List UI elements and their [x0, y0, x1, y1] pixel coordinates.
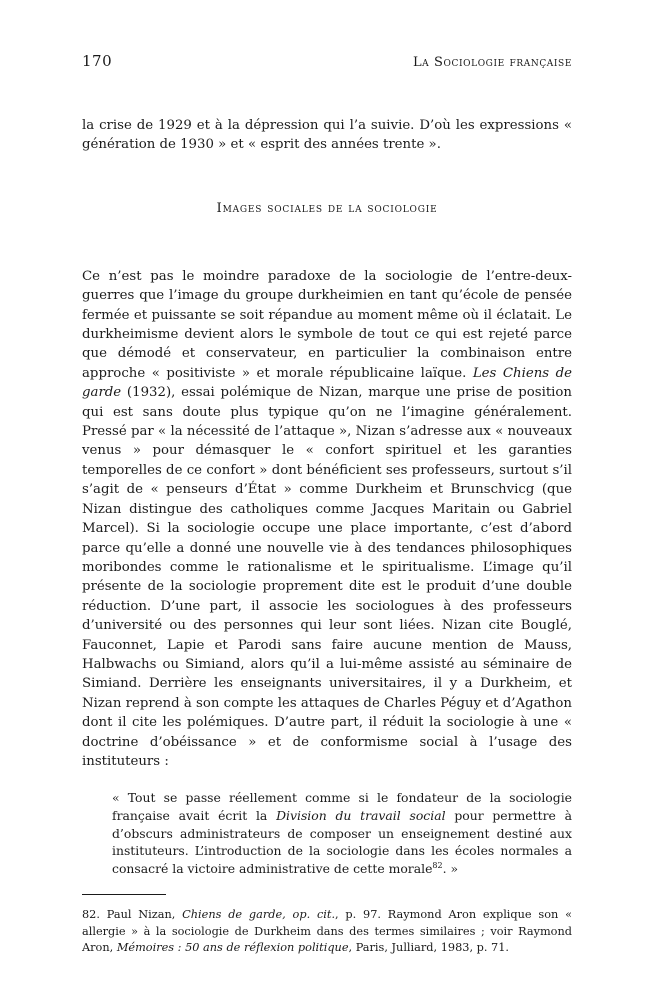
page-number: 170	[82, 52, 113, 70]
footnote-number: 82.	[82, 908, 100, 922]
body-text-2: (1932), essai polémique de Nizan, marque une prise de position qui est sans doute plus typique qu’on ne l’imagine généralement. Pressé par « la nécessité de l’attaque », Nizan s’adresse aux « nouveaux venus » pour démasquer le « confort spirituel et les garanties temporelles de ce confort » dont bénéficient ses professeurs, surtout s’il s’agit de « penseurs d’État » comme Durkheim et Brunschvicg (que Nizan distingue des catholiques comme Jacques Maritain ou Gabriel Marcel). Si la sociologie occupe une place importante, c’est d’abord parce qu’elle a donné une nouvelle vie à des tendances philosophiques moribondes comme le rationalisme et le spiritualisme. L’image qu’il présente de la sociologie proprement dite est le produit d’une double réduction. D’une part, il associe les sociologues à des professeurs d’université ou des personnes qui leur sont liées. Nizan cite Bouglé, Fauconnet, Lapie et Parodi sans faire aucune mention de Mauss, Halbwachs ou Simiand, alors qu’il a lui-même assisté au séminaire de Simiand. Derrière les enseignants universitaires, il y a Durkheim, et Nizan reprend à son compte les attaques de Charles Péguy et d’Agathon dont il cite les polémiques. D’autre part, il réduit la sociologie à une « doctrine d’obéissance » et de conformisme social à l’usage des instituteurs :	[82, 385, 572, 769]
quote-close: . »	[442, 860, 459, 876]
footnote-82	[82, 907, 572, 956]
intro-paragraph: la crise de 1929 et à la dépression qui l’a suivie. D’où les expressions « génération de 1930 » et « esprit des années trente ».	[82, 118, 572, 153]
section-title: Images sociales de la sociologie	[216, 200, 438, 216]
footnote-divider	[82, 894, 166, 895]
footnote-reference: 82	[432, 860, 443, 870]
body-paragraph	[82, 267, 572, 772]
footnote-text-3: , Paris, Julliard, 1983, p. 71.	[348, 940, 510, 954]
running-header	[82, 52, 572, 70]
footnote-text-1: Paul Nizan,	[99, 908, 183, 922]
book-title-division-du-travail: Division du travail social	[276, 807, 446, 823]
footnote-text-2: , p. 97. Raymond Aron explique son « allergie » à la sociologie de Durkheim dans des termes similaires ; voir Raymond Aron,	[82, 908, 572, 954]
footnote-book-1: Chiens de garde, op. cit.	[182, 908, 336, 922]
body-text-1: Ce n’est pas le moindre paradoxe de la sociologie de l’entre-deux-guerres que l’image du groupe durkheimien en tant qu’école de pensée fermée et puissante se soit répandue au moment même où il éclatait. Le durkheimisme devient alors le symbole de tout ce qui est rejeté parce que démodé et conservateur, en particulier la combinaison entre approche « positiviste » et morale républicaine laïque.	[82, 268, 572, 381]
book-title-chiens-de-garde: Les Chiens de garde	[82, 365, 572, 401]
quote-text-2: pour permettre à d’obscurs administrateurs de composer un enseignement destiné aux instituteurs. L’introduction de la sociologie dans les écoles normales a consacré la victoire administrative de cette morale	[112, 807, 572, 876]
block-quote	[112, 789, 572, 877]
footnote-book-2: Mémoires : 50 ans de réflexion politique	[116, 940, 349, 954]
running-title: La Sociologie française	[412, 55, 572, 70]
book-page	[82, 52, 572, 956]
quote-text-1: « Tout se passe réellement comme si le fondateur de la sociologie française avait écrit la	[112, 790, 572, 823]
